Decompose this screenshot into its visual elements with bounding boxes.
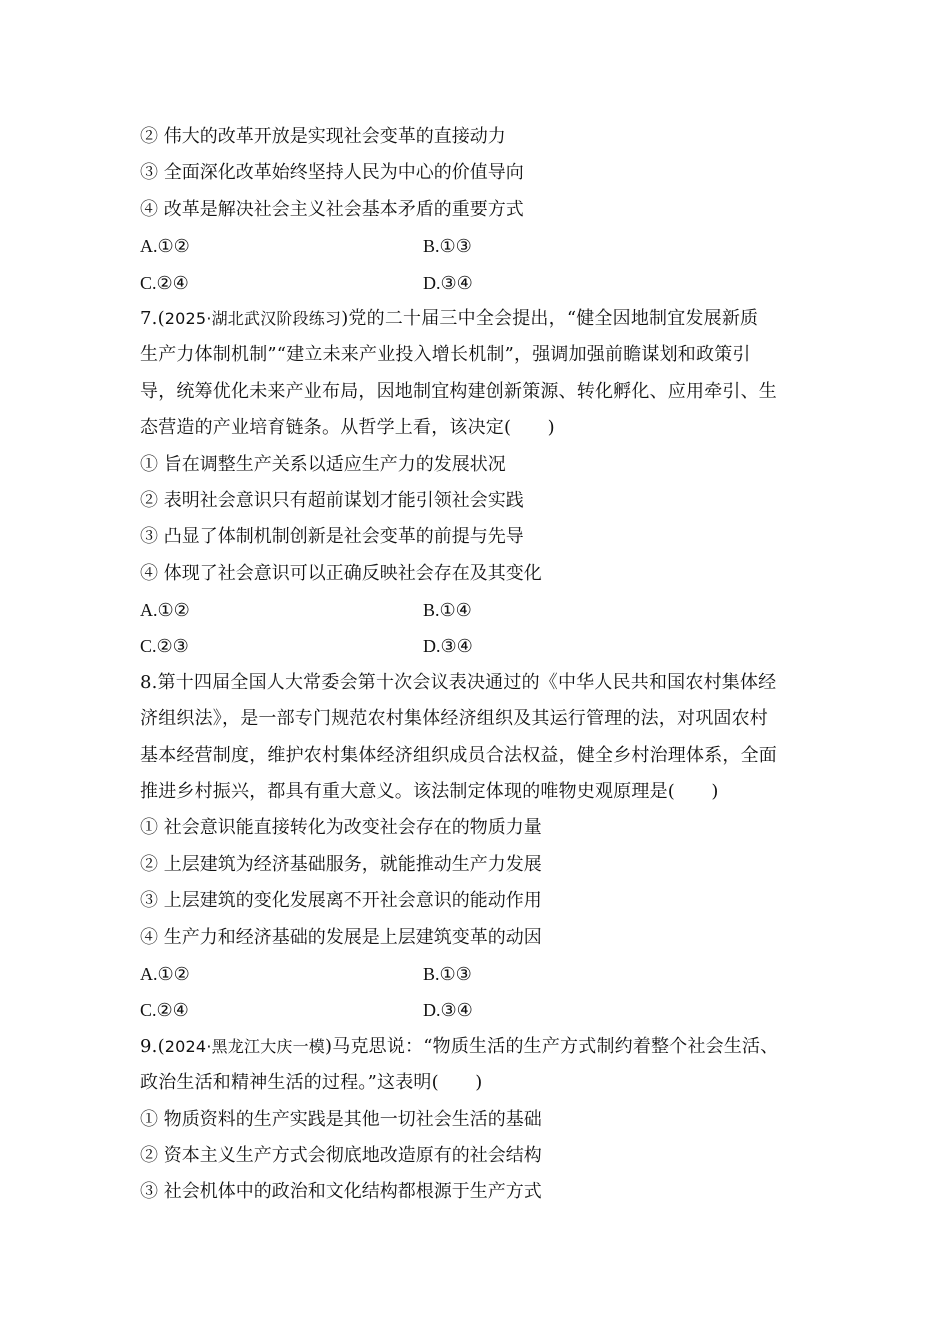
- question-number: 9.(: [140, 1035, 165, 1057]
- option-d: D.③④: [423, 636, 473, 657]
- question-8: [140, 665, 830, 1029]
- statement: ③ 全面深化改革始终坚持人民为中心的价值导向: [140, 162, 524, 184]
- document-page: [140, 119, 830, 1211]
- statement: ① 物质资料的生产实践是其他一切社会生活的基础: [140, 1108, 542, 1130]
- question-stem: )马克思说：“物质生活的生产方式制约着整个社会生活、: [325, 1035, 779, 1057]
- question-stem-line: 态营造的产业培育链条。从哲学上看，该决定( ): [140, 417, 555, 439]
- statement: ④ 改革是解决社会主义社会基本矛盾的重要方式: [140, 198, 524, 220]
- option-a: A.①②: [140, 600, 190, 621]
- options-row: [140, 592, 830, 628]
- statement: ① 社会意识能直接转化为改变社会存在的物质力量: [140, 817, 542, 839]
- option-a: A.①②: [140, 963, 190, 984]
- options-row: [140, 228, 830, 264]
- question-7: [140, 301, 830, 665]
- options-row: [140, 956, 830, 992]
- option-c: C.②④: [140, 272, 189, 293]
- option-b: B.①③: [423, 236, 472, 257]
- option-b: B.①③: [423, 963, 472, 984]
- statement: ③ 社会机体中的政治和文化结构都根源于生产方式: [140, 1181, 542, 1203]
- question-source: 2025·湖北武汉阶段练习: [164, 308, 342, 328]
- option-a: A.①②: [140, 236, 190, 257]
- statement: ④ 体现了社会意识可以正确反映社会存在及其变化: [140, 562, 542, 584]
- option-c: C.②③: [140, 636, 189, 657]
- question-number: 7.(: [140, 307, 165, 329]
- option-d: D.③④: [423, 272, 473, 293]
- statement: ③ 凸显了体制机制创新是社会变革的前提与先导: [140, 526, 524, 548]
- question-stem-line: [140, 1029, 830, 1065]
- statement: ② 表明社会意识只有超前谋划才能引领社会实践: [140, 489, 524, 511]
- options-row: [140, 265, 830, 301]
- option-b: B.①④: [423, 600, 472, 621]
- question-stem-line: 导，统筹优化未来产业布局，因地制宜构建创新策源、转化孵化、应用牵引、生: [140, 380, 777, 402]
- statement: ③ 上层建筑的变化发展离不开社会意识的能动作用: [140, 890, 542, 912]
- option-c: C.②④: [140, 1000, 189, 1021]
- question-stem-line: 8.第十四届全国人大常委会第十次会议表决通过的《中华人民共和国农村集体经: [140, 671, 777, 693]
- question-stem: )党的二十届三中全会提出，“健全因地制宜发展新质: [341, 307, 759, 329]
- question-stem-line: 政治生活和精神生活的过程。”这表明( ): [140, 1072, 483, 1094]
- statement: ④ 生产力和经济基础的发展是上层建筑变革的动因: [140, 926, 542, 948]
- question-source: 2024·黑龙江大庆一模: [164, 1036, 326, 1056]
- question-stem-line: 推进乡村振兴，都具有重大意义。该法制定体现的唯物史观原理是( ): [140, 781, 719, 803]
- question-stem-line: 基本经营制度，维护农村集体经济组织成员合法权益，健全乡村治理体系，全面: [140, 744, 777, 766]
- question-stem-line: 济组织法》，是一部专门规范农村集体经济组织及其运行管理的法，对巩固农村: [140, 708, 768, 730]
- options-row: [140, 992, 830, 1028]
- options-row: [140, 628, 830, 664]
- statement: ① 旨在调整生产关系以适应生产力的发展状况: [140, 453, 506, 475]
- statement: ② 资本主义生产方式会彻底地改造原有的社会结构: [140, 1144, 542, 1166]
- statement: ② 伟大的改革开放是实现社会变革的直接动力: [140, 126, 506, 147]
- option-d: D.③④: [423, 1000, 473, 1021]
- statement: ② 上层建筑为经济基础服务，就能推动生产力发展: [140, 853, 542, 875]
- question-6-tail: [140, 119, 830, 301]
- question-stem-line: [140, 301, 830, 337]
- question-9: [140, 1029, 830, 1211]
- question-stem-line: 生产力体制机制”“建立未来产业投入增长机制”，强调加强前瞻谋划和政策引: [140, 344, 751, 366]
